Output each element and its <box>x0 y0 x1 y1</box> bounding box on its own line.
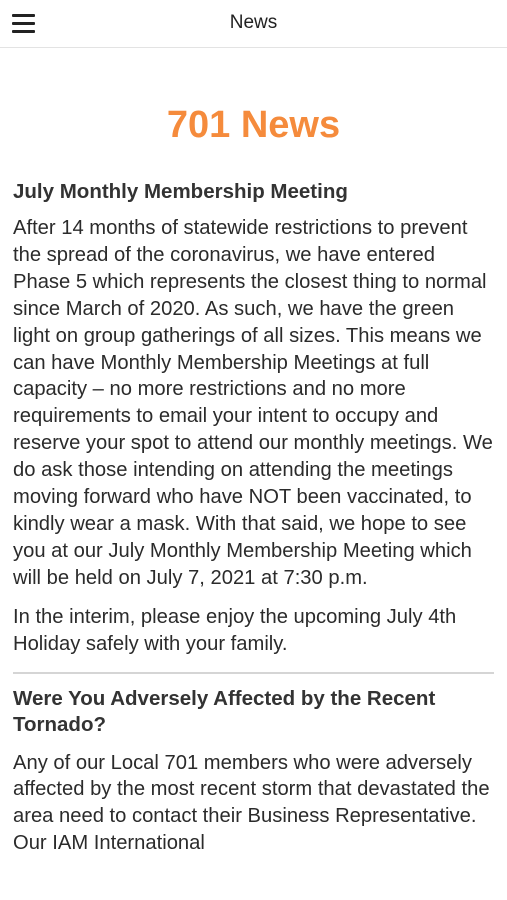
article-divider <box>13 672 494 674</box>
top-app-bar <box>0 0 507 48</box>
page-title: 701 News <box>166 104 341 146</box>
article-july-meeting <box>13 179 494 658</box>
article-paragraph: Any of our Local 701 members who were adversely affected by the most recent storm that devastated the area need to contact their Business Representative. Our IAM International <box>13 751 490 855</box>
article-heading: Were You Adversely Affected by the Recent Tornado? <box>13 686 436 736</box>
article-paragraph: After 14 months of statewide restrictions to prevent the spread of the coronavirus, we have entered Phase 5 which represents the closest thing to normal since March of 2020. As such, we have the green light on group gatherings of all sizes. This means we can have Monthly Membership Meetings at full capacity – no more restrictions and no more requirements to email your intent to occupy and reserve your spot to attend our monthly meetings. We do ask those intending on attending the meetings moving forward who have NOT been vaccinated, to kindly wear a mask. With that said, we hope to see you at our July Monthly Membership Meeting which will be held on July 7, 2021 at 7:30 p.m. <box>13 217 493 589</box>
app-bar-title: News <box>229 12 278 33</box>
article-paragraph: In the interim, please enjoy the upcoming July 4th Holiday safely with your family. <box>13 605 457 655</box>
news-content <box>13 48 494 857</box>
article-tornado <box>13 686 494 858</box>
article-heading: July Monthly Membership Meeting <box>13 180 348 203</box>
